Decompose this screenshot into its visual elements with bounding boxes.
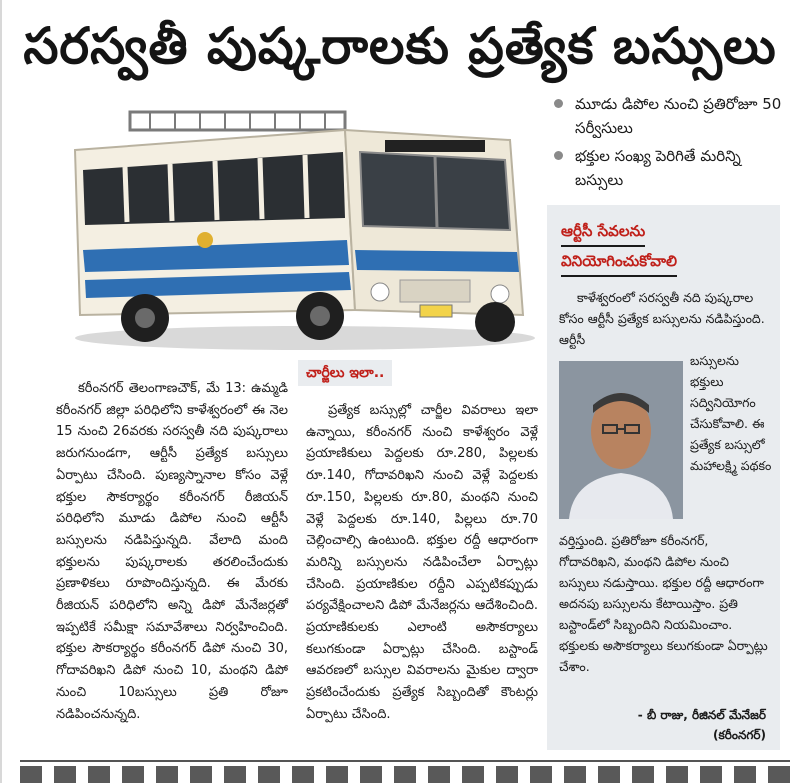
bullet-icon bbox=[554, 99, 563, 108]
bottom-divider bbox=[20, 760, 790, 762]
official-portrait-photo bbox=[559, 361, 683, 519]
page-left-rule bbox=[0, 0, 2, 783]
quote-intro: కాళేశ్వరంలో సరస్వతీ నది పుష్కరాల కోసం ఆర్టీసీ ప్రత్యేక బస్సులను నడిపిస్తుంది. ఆర్టీసీ bbox=[559, 290, 765, 347]
quote-title-line2: వినియోగించుకోవాలి bbox=[561, 247, 677, 277]
quote-body-text: వర్తిస్తుంది. ప్రతిరోజూ కరీంనగర్, గోదావరిఖని, మంథని డిపోల నుంచి బస్సులు నడుస్తాయి. భక్తుల రద్దీ ఆధారంగా అదనపు బస్సులను కేటాయిస్తాం. ప్రతి బస్టాండ్‌లో సిబ్బందిని నియమించాం. భక్తులకు అసౌకర్యాలు కలుగకుండా ఏర్పాట్లు చేశాం. bbox=[559, 533, 768, 674]
bullet-item bbox=[548, 144, 793, 192]
article-column-2: ప్రత్యేక బస్సుల్లో చార్జీల వివరాలు ఇలా ఉన్నాయి, కరీంనగర్ నుంచి కాళేశ్వరం వెళ్లే ప్రయాణికులు పెద్దలకు రూ.280, పిల్లలకు రూ.140, గోదావరిఖని నుంచి వెళ్లే పెద్దలకు రూ.150, పిల్లలకు రూ.80, మంథని నుంచి వెళ్లే పెద్దలకు రూ.140, పిల్లలు రూ.70 చెల్లించాల్సి ఉంటుంది. భక్తుల రద్దీ ఆధారంగా మరిన్ని బస్సులను నడిపించేలా ఏర్పాట్లు చేసింది. ప్రయాణికుల రద్దీని ఎప్పటికప్పుడు పర్యవేక్షించాలని డిపో మేనేజర్లను ఆదేశించింది. ప్రయాణికులకు ఎలాంటి అసౌకర్యాలు కలుగకుండా ఏర్పాట్లు చేసింది. బస్టాండ్ ఆవరణలో బస్సుల వివరాలను మైకుల ద్వారా ప్రకటించేందుకు ప్రత్యేక సిబ్బందితో కౌంటర్లు ఏర్పాటు చేసింది. bbox=[306, 403, 538, 722]
quote-title bbox=[561, 217, 761, 277]
bullet-text: భక్తుల సంఖ్య పెరిగితే మరిన్ని బస్సులు bbox=[575, 147, 741, 189]
bus-photo bbox=[55, 100, 535, 355]
signature-name: - బీ రాజు, రీజినల్ మేనేజర్ bbox=[637, 708, 766, 722]
quote-title-line1: ఆర్టీసీ సేవలను bbox=[561, 217, 645, 247]
highlight-bullets bbox=[548, 92, 793, 196]
article-column-1: కరీంనగర్ తెలంగాణచౌక్, మే 13: ఉమ్మడి కరీంనగర్ జిల్లా పరిధిలోని కాళేశ్వరంలో ఈ నెల 15 నుంచి 26వరకు సరస్వతీ నది పుష్కరాలు జరుగనుండగా, ఆర్టీసీ ప్రత్యేక బస్సులు ఏర్పాటు చేసింది. పుణ్యస్నానాల కోసం వెళ్లే భక్తుల సౌకర్యార్థం కరీంనగర్ రీజియన్ పరిధిలోని మూడు డిపోల నుంచి ఆర్టీసీ బస్సులను నడిపిస్తున్నది. వేలాది మంది భక్తులను పుష్కరాలకు తరలించేందుకు ప్రణాళికలు రూపొందిస్తున్నది. ఈ మేరకు రీజియన్ పరిధిలోని అన్ని డిపో మేనేజర్లతో ఇప్పటికే సమీక్షా సమావేశాలు నిర్వహించింది. భక్తుల సౌకర్యార్థం కరీంనగర్ డిపో నుంచి 30, గోదావరిఖని డిపో నుంచి 10, మంథని డిపో నుంచి 10బస్సులు ప్రతి రోజూ నడిపించనున్నది. bbox=[56, 381, 288, 722]
bullet-icon bbox=[554, 151, 563, 160]
signature-place: (కరీంనగర్) bbox=[713, 728, 766, 742]
quote-side-text: బస్సులను భక్తులు సద్వినియోగం చేసుకోవాలి. ఈ ప్రత్యేక బస్సులో మహాలక్ష్మి పథకం bbox=[690, 353, 772, 473]
bullet-item bbox=[548, 92, 793, 140]
quote-signature bbox=[638, 705, 766, 745]
headline: సరస్వతీ పుష్కరాలకు ప్రత్యేక బస్సులు bbox=[23, 17, 777, 75]
official-quote-box bbox=[547, 205, 780, 750]
next-headline-clipped bbox=[20, 766, 790, 783]
bullet-text: మూడు డిపోల నుంచి ప్రతిరోజూ 50 సర్వీసులు bbox=[575, 95, 782, 137]
charges-subheading: చార్జీలు ఇలా.. bbox=[298, 360, 392, 386]
